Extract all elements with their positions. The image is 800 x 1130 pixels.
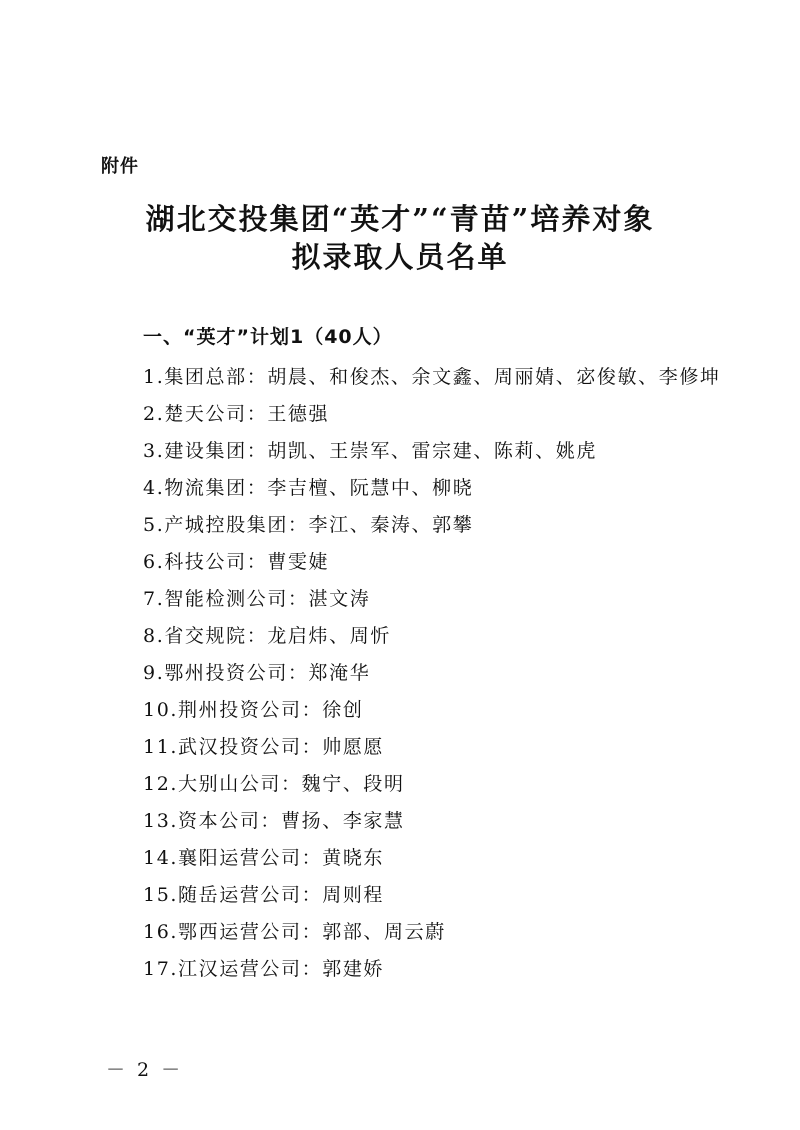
list-item: 16.鄂西运营公司：郭部、周云蔚 bbox=[143, 921, 446, 943]
section-heading: 一、“英才”计划1（40人） bbox=[143, 326, 393, 348]
list-item: 8.省交规院：龙启炜、周忻 bbox=[143, 625, 391, 647]
list-item: 5.产城控股集团：李江、秦涛、郭攀 bbox=[143, 514, 474, 536]
attachment-label: 附件 bbox=[101, 156, 139, 177]
list-item: 4.物流集团：李吉檀、阮慧中、柳晓 bbox=[143, 477, 474, 499]
list-item: 11.武汉投资公司：帅愿愿 bbox=[143, 736, 385, 758]
list-item: 6.科技公司：曹雯婕 bbox=[143, 551, 330, 573]
document-title-line-1: 湖北交投集团“英才”“青苗”培养对象 bbox=[145, 202, 655, 236]
list-item: 9.鄂州投资公司：郑淹华 bbox=[143, 662, 371, 684]
list-item: 14.襄阳运营公司：黄晓东 bbox=[143, 847, 385, 869]
list-item: 2.楚天公司：王德强 bbox=[143, 403, 330, 425]
list-item: 12.大别山公司：魏宁、段明 bbox=[143, 773, 405, 795]
list-item: 3.建设集团：胡凯、王崇军、雷宗建、陈莉、姚虎 bbox=[143, 440, 597, 462]
list-item: 17.江汉运营公司：郭建娇 bbox=[143, 958, 385, 980]
document-title-line-2: 拟录取人员名单 bbox=[291, 240, 509, 274]
list-item: 1.集团总部：胡晨、和俊杰、余文鑫、周丽婧、宓俊敏、李修坤 bbox=[143, 366, 721, 388]
list-item: 10.荆州投资公司：徐创 bbox=[143, 699, 364, 721]
list-item: 13.资本公司：曹扬、李家慧 bbox=[143, 810, 405, 832]
page-number: － 2 － bbox=[106, 1059, 184, 1081]
entry-list bbox=[143, 364, 721, 993]
list-item: 15.随岳运营公司：周则程 bbox=[143, 884, 385, 906]
list-item: 7.智能检测公司：湛文涛 bbox=[143, 588, 371, 610]
